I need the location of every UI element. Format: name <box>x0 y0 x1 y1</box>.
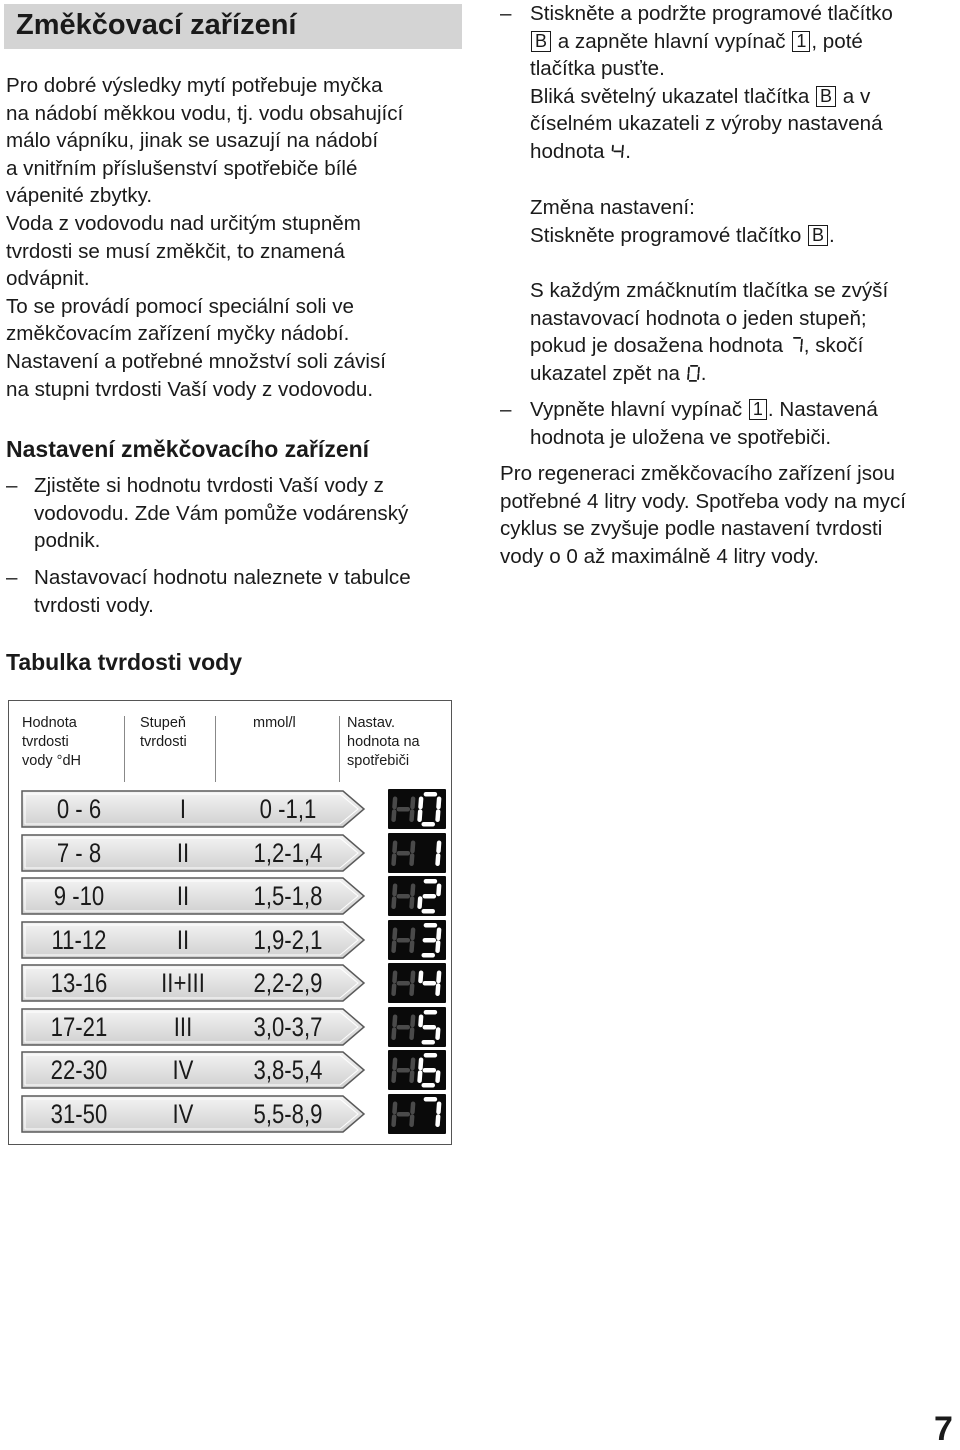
setting-display <box>388 920 446 960</box>
regeneration-paragraph <box>500 460 906 570</box>
cell-dh: 11-12 <box>51 924 107 955</box>
table-title: Tabulka tvrdosti vody <box>6 649 243 675</box>
text-fragment: , poté <box>811 29 863 53</box>
text-line: hodnota je uložena ve spotřebiči. <box>530 425 832 449</box>
setting-display <box>388 876 446 916</box>
intro-line: odvápnit. <box>6 267 90 291</box>
setting-display <box>388 789 446 829</box>
header-line: spotřebiči <box>347 753 410 769</box>
text-line: nastavovací hodnota o jeden stupeň; <box>530 306 867 330</box>
intro-line: a vnitřním příslušenství spotřebiče bílé <box>6 156 358 180</box>
column-divider <box>124 716 125 782</box>
text-fragment: Bliká světelný ukazatel tlačítka <box>530 84 810 108</box>
dash-bullet: – <box>6 474 18 497</box>
key-1-icon: 1 <box>792 31 810 52</box>
intro-paragraph <box>6 72 403 403</box>
header-mmol <box>253 714 296 733</box>
dash-bullet: – <box>500 398 512 421</box>
cell-stupen: II <box>176 837 190 868</box>
header-line: Hodnota <box>22 715 77 731</box>
each-press-paragraph <box>530 277 888 387</box>
text-line: vody o 0 až maximálně 4 litry vody. <box>500 544 819 568</box>
header-stupen <box>140 714 187 752</box>
text-line: Pro regeneraci změkčovacího zařízení jsou <box>500 462 895 485</box>
cell-dh: 22-30 <box>50 1055 108 1085</box>
intro-line: tvrdosti se musí změkčit, to znamená <box>6 239 345 263</box>
text-line: Stiskněte a podržte programové tlačítko <box>530 2 893 25</box>
intro-line: Pro dobré výsledky mytí potřebuje myčka <box>6 74 383 97</box>
cell-dh: 13-16 <box>50 968 108 998</box>
column-divider <box>339 716 340 782</box>
cell-dh: 9 -10 <box>53 881 105 911</box>
text-fragment: Stiskněte programové tlačítko <box>530 223 802 247</box>
cell-mmol: 2,2-2,9 <box>253 968 323 998</box>
text-fragment: . <box>700 361 707 385</box>
key-b-icon: B <box>816 86 836 107</box>
item-line: Zjistěte si hodnotu tvrdosti Vaší vody z <box>34 474 384 497</box>
text-line: číselném ukazateli z výroby nastavená <box>530 112 883 136</box>
header-setting <box>347 714 420 771</box>
text-fragment: pokud je dosažena hodnota <box>530 334 784 358</box>
page-number: 7 <box>934 1410 953 1448</box>
column-divider <box>215 716 216 782</box>
item-line: Nastavovací hodnotu naleznete v tabulce <box>34 566 411 589</box>
seven-segment-digit-icon <box>790 334 803 362</box>
cell-mmol: 1,9-2,1 <box>253 924 323 955</box>
header-line: mmol/l <box>253 715 296 731</box>
cell-stupen: I <box>179 794 187 824</box>
hardness-table <box>8 700 452 1145</box>
header-line: hodnota na <box>347 734 420 750</box>
dash-bullet: – <box>6 566 18 589</box>
cell-dh: 31-50 <box>50 1098 108 1129</box>
cell-mmol: 3,0-3,7 <box>253 1011 323 1042</box>
cell-stupen: II+III <box>161 968 205 998</box>
setting-display <box>388 963 446 1003</box>
intro-line: na stupni tvrdosti Vaší vody z vodovodu. <box>6 377 374 401</box>
cell-dh: 0 - 6 <box>56 794 102 824</box>
text-fragment: a v <box>842 84 871 108</box>
intro-line: Voda z vodovodu nad určitým stupněm <box>6 211 361 235</box>
item-line: vodovodu. Zde Vám pomůže vodárenský <box>34 501 409 525</box>
header-dh <box>22 714 81 771</box>
text-line: tlačítka pusťte. <box>530 57 665 81</box>
text-fragment: , skočí <box>803 334 864 358</box>
page-title: Změkčovací zařízení <box>16 9 297 41</box>
setting-display <box>388 1007 446 1047</box>
text-fragment: hodnota <box>530 139 605 163</box>
setting-display <box>388 833 446 873</box>
header-line: Stupeň <box>140 715 186 731</box>
intro-line: na nádobí měkkou vodu, tj. vodu obsahující <box>6 101 404 125</box>
intro-line: vápenité zbytky. <box>6 184 153 208</box>
setting-display <box>388 1094 446 1134</box>
text-line: S každým zmáčknutím tlačítka se zvýší <box>530 279 889 302</box>
text-line: Změna nastavení: <box>530 196 695 219</box>
subheading: Nastavení změkčovacího zařízení <box>6 436 370 462</box>
intro-line: To se provádí pomocí speciální soli ve <box>6 294 354 318</box>
key-1-icon: 1 <box>749 399 767 420</box>
intro-line: málo vápníku, jinak se usazují na nádobí <box>6 129 379 153</box>
cell-stupen: II <box>176 924 190 955</box>
cell-stupen: II <box>176 881 190 911</box>
header-line: tvrdosti <box>140 734 187 750</box>
setting-display <box>388 1050 446 1090</box>
cell-mmol: 1,2-1,4 <box>253 837 323 868</box>
seven-segment-digit-icon <box>687 362 700 390</box>
header-line: Nastav. <box>347 715 396 731</box>
text-line: cyklus se zvyšuje podle nastavení tvrdosti <box>500 517 883 541</box>
cell-dh: 7 - 8 <box>56 837 102 868</box>
text-fragment: Vypněte hlavní vypínač <box>530 398 743 421</box>
cell-stupen: IV <box>172 1098 194 1129</box>
cell-stupen: IV <box>172 1055 194 1085</box>
header-line: vody °dH <box>22 753 81 769</box>
cell-mmol: 5,5-8,9 <box>253 1098 323 1129</box>
change-settings <box>530 194 835 249</box>
text-fragment: . <box>829 223 835 247</box>
item-line: tvrdosti vody. <box>34 593 154 617</box>
intro-line: Nastavení a potřebné množství soli závisí <box>6 349 387 373</box>
cell-mmol: 0 -1,1 <box>259 794 317 824</box>
item-line: podnik. <box>34 529 101 553</box>
text-fragment: . <box>625 139 631 163</box>
text-line: potřebné 4 litry vody. Spotřeba vody na mycí <box>500 489 906 513</box>
intro-line: změkčovacím zařízení myčky nádobí. <box>6 322 350 346</box>
text-fragment: ukazatel zpět na <box>530 361 680 385</box>
key-b-icon: B <box>808 225 828 246</box>
seven-segment-digit-icon <box>611 140 624 168</box>
key-b-icon: B <box>531 31 551 52</box>
cell-mmol: 3,8-5,4 <box>253 1055 323 1085</box>
cell-dh: 17-21 <box>50 1011 108 1042</box>
cell-mmol: 1,5-1,8 <box>253 881 323 911</box>
cell-stupen: III <box>173 1011 193 1042</box>
header-line: tvrdosti <box>22 734 69 750</box>
text-fragment: . Nastavená <box>767 398 878 421</box>
text-fragment: a zapněte hlavní vypínač <box>557 29 786 53</box>
dash-bullet: – <box>500 2 512 25</box>
